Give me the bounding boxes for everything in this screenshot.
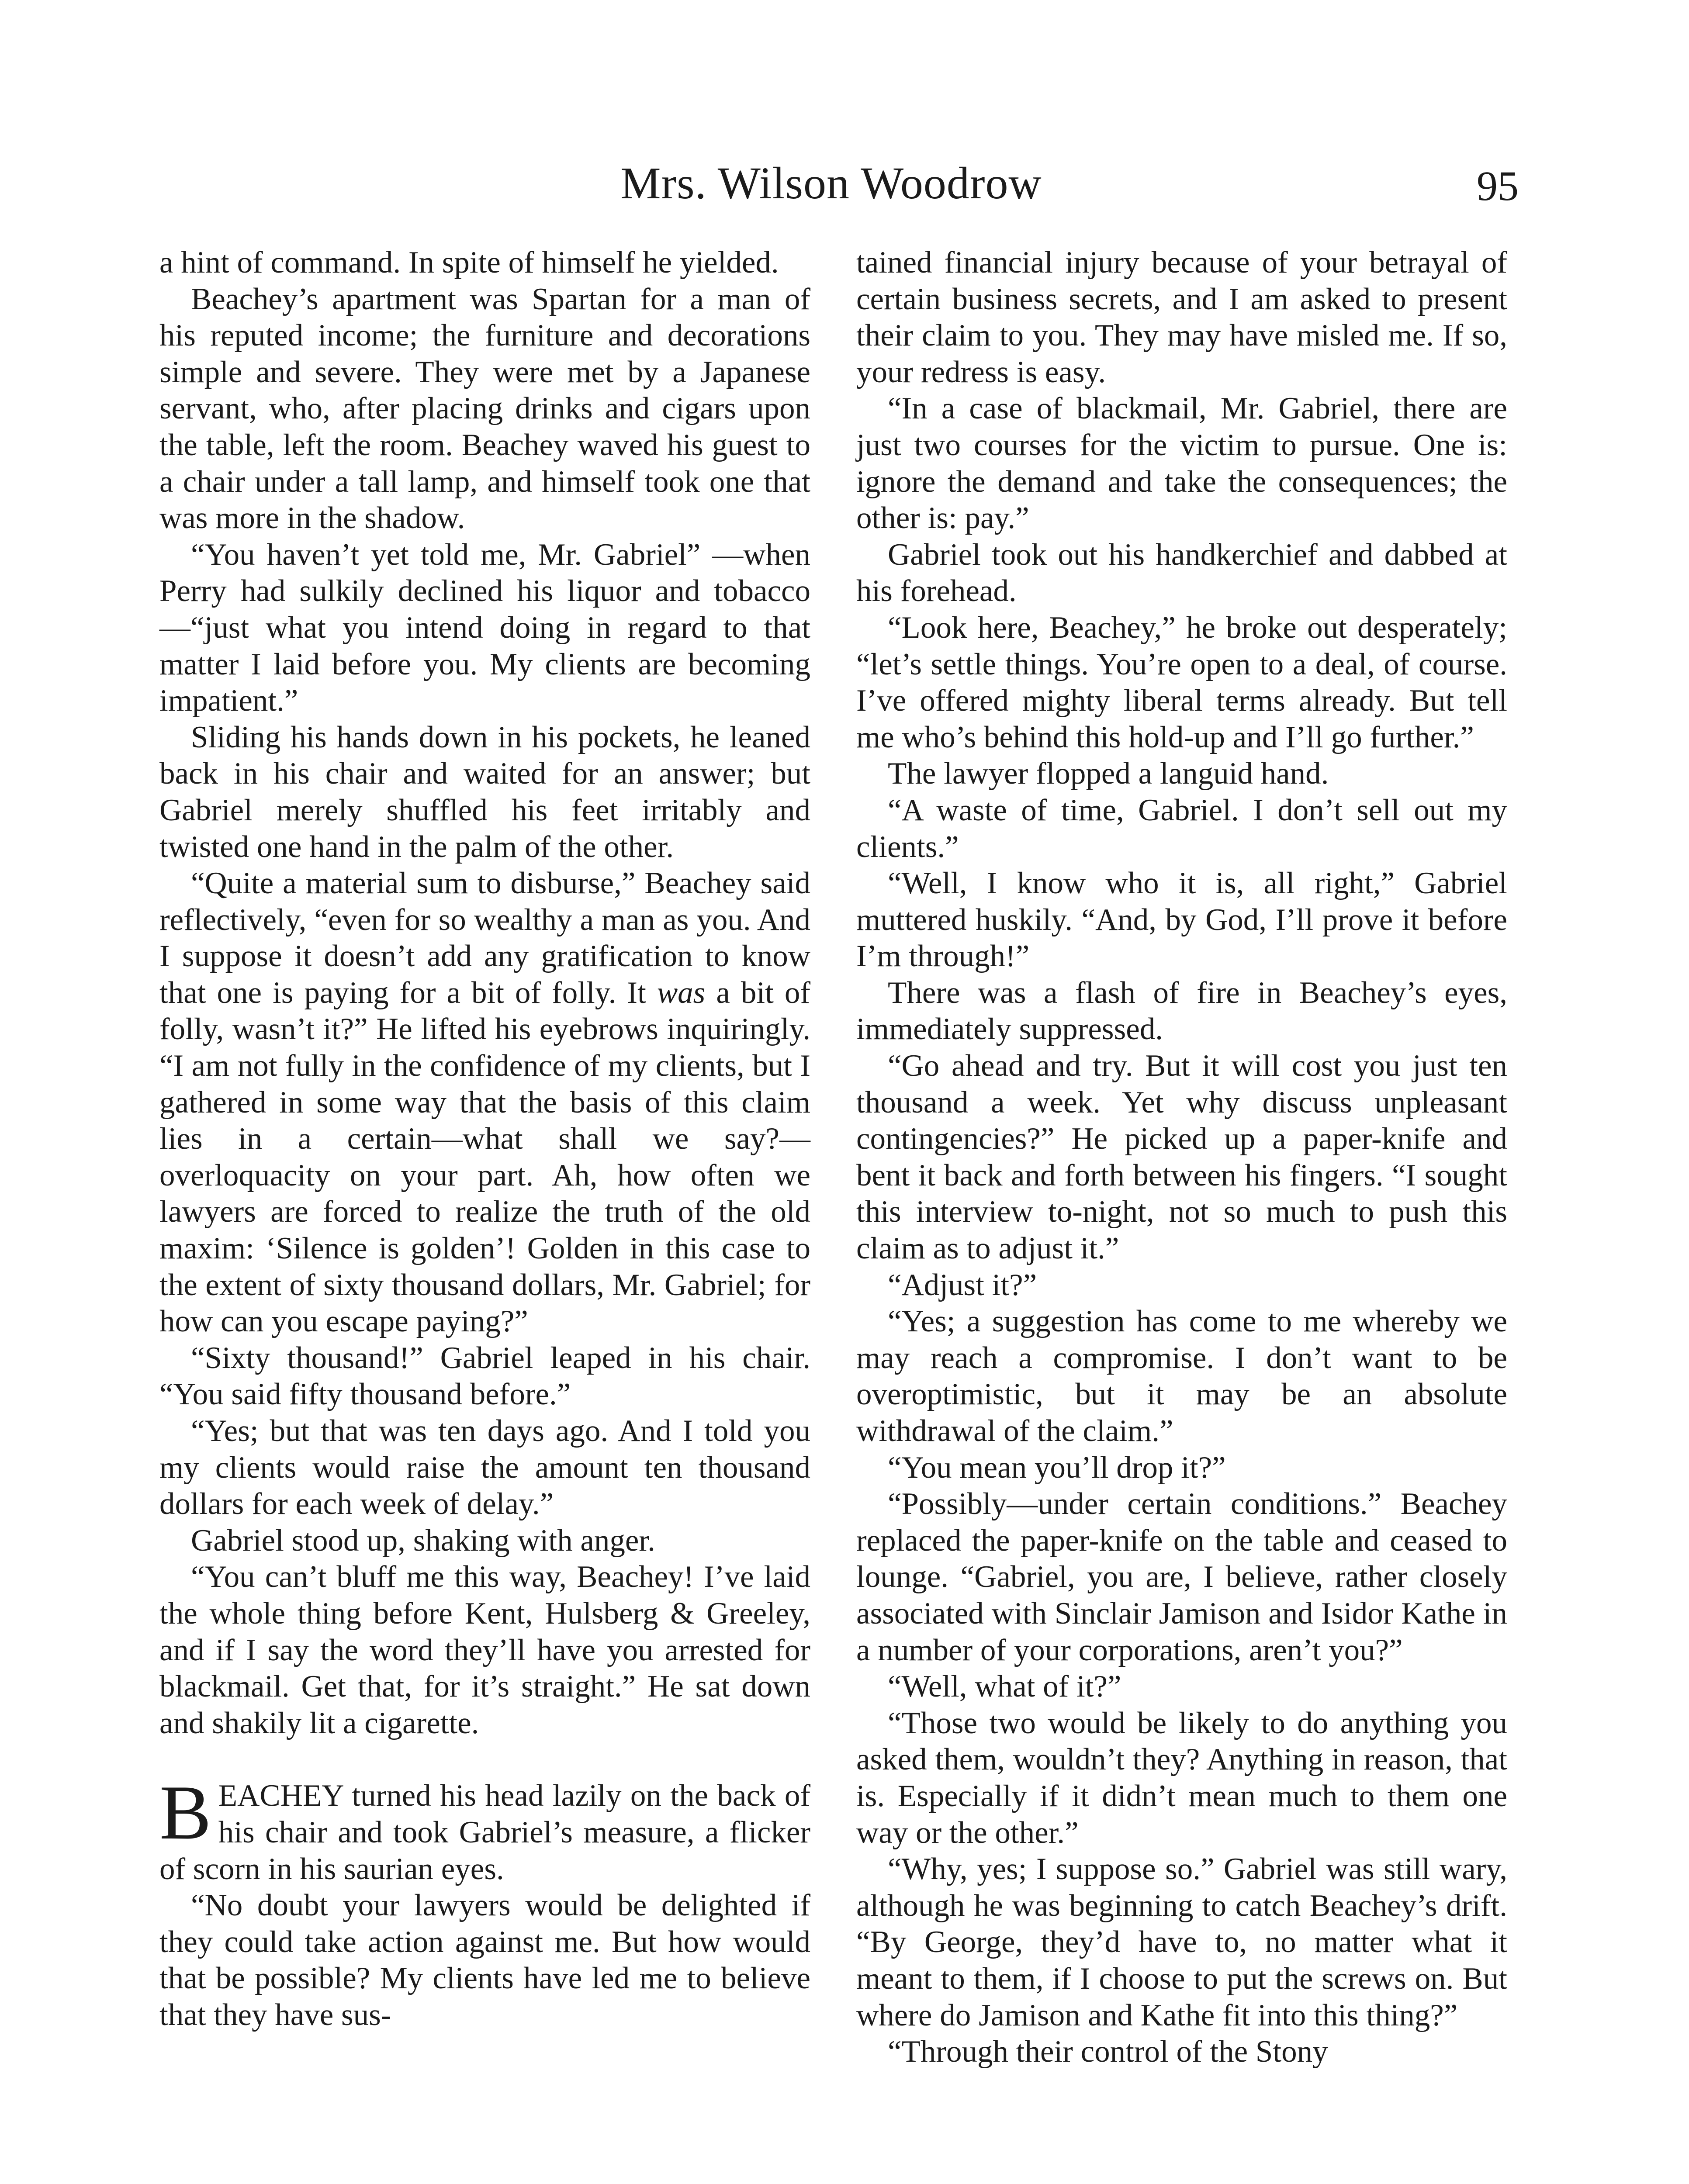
paragraph: tained financial injury because of your betrayal of certain business secrets, and I am asked to present their claim to you. They may have misled me. If so, your redress is easy. — [856, 245, 1507, 389]
paragraph: “In a case of blackmail, Mr. Gabriel, there are just two courses for the victim to pursue. One is: ignore the demand and take the consequences; the other is: pay.” — [856, 391, 1507, 536]
paragraph: “Through their control of the Stony — [888, 2035, 1328, 2069]
paragraph: “Why, yes; I suppose so.” Gabriel was still wary, although he was beginning to catch Beachey’s drift. “By George, they’d have to, no matter what it meant to them, if I choose to put the screws on. But where do Jamison and Kathe fit into this thing?” — [856, 1852, 1507, 2032]
drop-cap: B — [159, 1769, 211, 1856]
paragraph: “You haven’t yet told me, Mr. Gabriel” —when Perry had sulkily declined his liquor and tobacco—“just what you intend doing in regard to that matter I laid before you. My clients are becoming impatient.” — [159, 537, 810, 718]
section-start-paragraph — [159, 1769, 810, 1887]
paragraph: a hint of command. In spite of himself he yielded. — [159, 245, 779, 280]
paragraph: Beachey’s apartment was Spartan for a man of his reputed income; the furniture and decorations simple and severe. They were met by a Japanese servant, who, after placing drinks and cigars upon the table, left the room. Beachey waved his guest to a chair under a tall lamp, and himself took one that was more in the shadow. — [159, 282, 810, 536]
paragraph: Gabriel took out his handkerchief and dabbed at his forehead. — [856, 537, 1507, 608]
paragraph: “Yes; a suggestion has come to me whereby we may reach a compromise. I don’t want to be overoptimistic, but it may be an absolute withdrawal of the claim.” — [856, 1304, 1507, 1448]
paragraph: “You can’t bluff me this way, Beachey! I’ve laid the whole thing before Kent, Hulsberg & Greeley, and if I say the word they’ll have you arrested for blackmail. Get that, for it’s straight.” He sat down and shakily lit a cigarette. — [159, 1560, 810, 1740]
paragraph: There was a flash of fire in Beachey’s eyes, immediately suppressed. — [856, 975, 1507, 1047]
paragraph: “Quite a material sum to disburse,” Beachey said reflectively, “even for so wealthy a man as you. And I suppose it doesn’t add any gratification to know that one is paying for a bit of folly. It was a bit of folly, wasn’t it?” He lifted his eyebrows inquiringly. “I am not fully in the confidence of my clients, but I gathered in some way that the basis of this claim lies in a certain—what shall we say?—overloquacity on your part. Ah, how often we lawyers are forced to realize the truth of the old maxim: ‘Silence is golden’! Golden in this case to the extent of sixty thousand dollars, Mr. Gabriel; for how can you escape paying?” — [159, 866, 811, 1339]
paragraph: Gabriel stood up, shaking with anger. — [191, 1523, 655, 1558]
paragraph: “Adjust it?” — [888, 1268, 1037, 1302]
paragraph: Sliding his hands down in his pockets, he leaned back in his chair and waited for an answer; but Gabriel merely shuffled his feet irritably and twisted one hand in the palm of the other. — [159, 720, 810, 864]
left-column — [159, 245, 810, 2034]
paragraph: “Yes; but that was ten days ago. And I told you my clients would raise the amount ten thousand dollars for each week of delay.” — [159, 1414, 810, 1521]
paragraph: “Well, I know who it is, all right,” Gabriel muttered huskily. “And, by God, I’ll prove it before I’m through!” — [856, 866, 1507, 974]
paragraph: “No doubt your lawyers would be delighted if they could take action against me. But how would that be possible? My clients have led me to believe that they have sus- — [159, 1888, 810, 2032]
running-head: Mrs. Wilson Woodrow — [620, 158, 1042, 208]
paragraph: The lawyer flopped a languid hand. — [888, 757, 1329, 791]
paragraph: “Possibly—under certain conditions.” Beachey replaced the paper-knife on the table and ceased to lounge. “Gabriel, you are, I believe, rather closely associated with Sinclair Jamison and Isidor Kathe in a number of your corporations, aren’t you?” — [856, 1487, 1507, 1667]
paragraph: “Go ahead and try. But it will cost you just ten thousand a week. Yet why discuss unpleasant contingencies?” He picked up a paper-knife and bent it back and forth between his fingers. “I sought this interview to-night, not so much to push this claim as to adjust it.” — [856, 1049, 1507, 1266]
paragraph: “Look here, Beachey,” he broke out desperately; “let’s settle things. You’re open to a deal, of course. I’ve offered mighty liberal terms already. But tell me who’s behind this hold-up and I’ll go further.” — [856, 610, 1507, 754]
page-number: 95 — [1477, 162, 1519, 209]
paragraph: “A waste of time, Gabriel. I don’t sell out my clients.” — [856, 793, 1507, 864]
paragraph: “Well, what of it?” — [888, 1669, 1121, 1704]
section-start-text: EACHEY turned his head lazily on the back of his chair and took Gabriel’s measure, a flicker of scorn in his saurian eyes. — [159, 1779, 810, 1886]
page-header — [0, 157, 1689, 223]
right-column — [856, 245, 1507, 2070]
paragraph: “Sixty thousand!” Gabriel leaped in his chair. “You said fifty thousand before.” — [159, 1341, 810, 1412]
paragraph: “Those two would be likely to do anything you asked them, wouldn’t they? Anything in reason, that is. Especially if it didn’t mean much to them one way or the other.” — [856, 1706, 1507, 1850]
paragraph: “You mean you’ll drop it?” — [888, 1450, 1226, 1485]
